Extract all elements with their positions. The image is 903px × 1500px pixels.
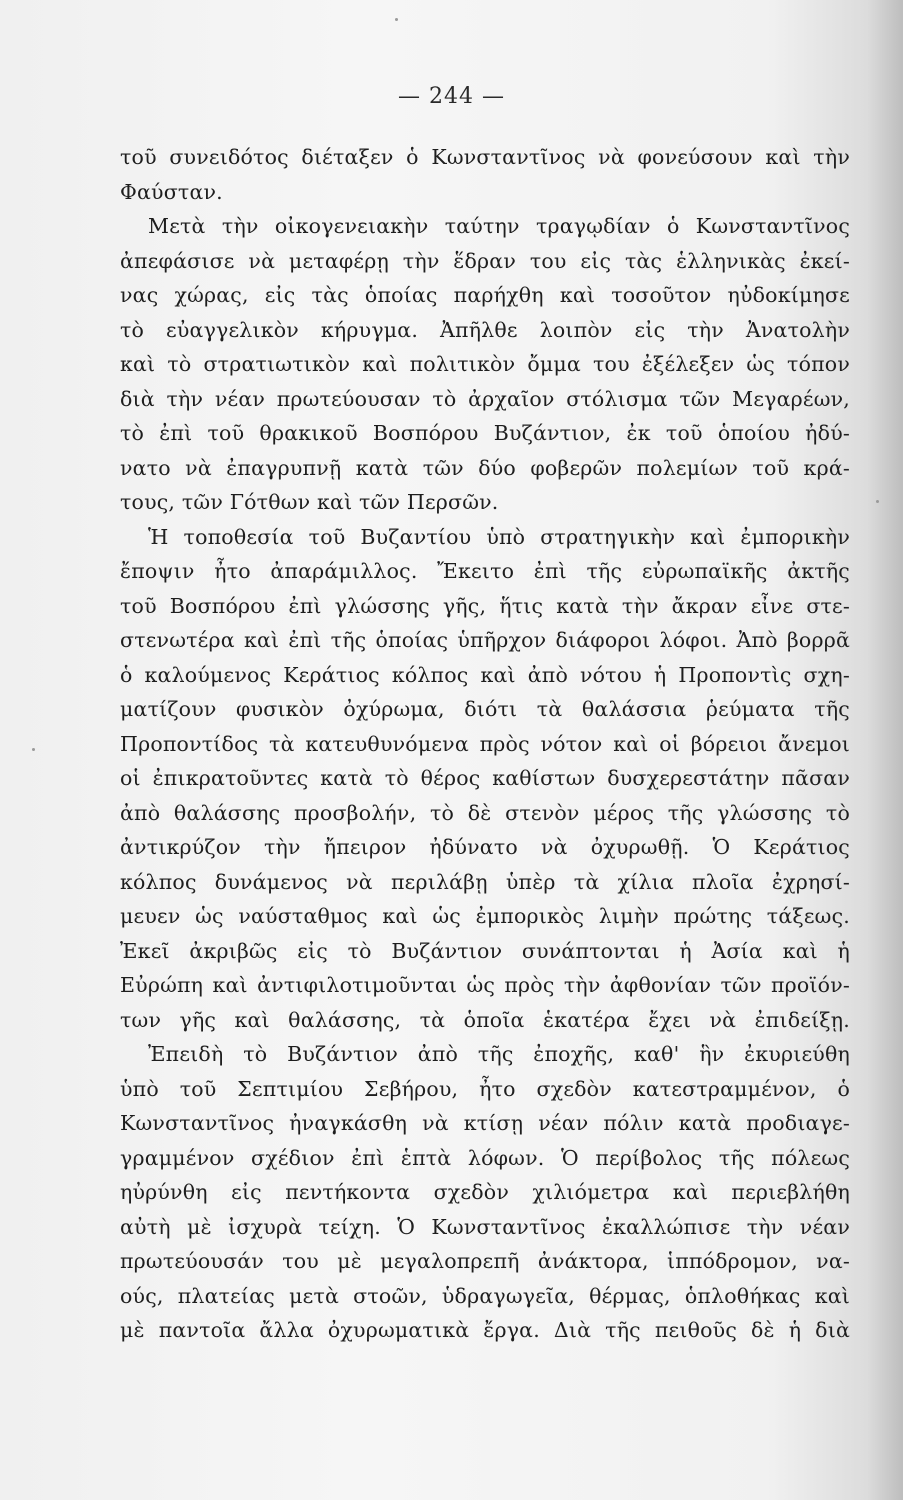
text-line: μευεν ὡς ναύσταθμος καὶ ὡς ἐμπορικὸς λιμὴν πρώτης τάξεως. bbox=[120, 904, 850, 928]
text-line: Ἐπειδὴ τὸ Βυζάντιον ἀπὸ τῆς ἐποχῆς, καθ' ἣν ἐκυριεύθη bbox=[148, 1042, 850, 1066]
text-line: Κωνσταντῖνος ἠναγκάσθη νὰ κτίσῃ νέαν πόλιν κατὰ προδιαγε- bbox=[120, 1111, 850, 1135]
paper-speck bbox=[876, 500, 879, 503]
text-line: αὐτὴ μὲ ἰσχυρὰ τείχη. Ὁ Κωνσταντῖνος ἐκαλλώπισε τὴν νέαν bbox=[120, 1214, 850, 1239]
text-line: τοῦ συνειδότος διέταξεν ὁ Κωνσταντῖνος νὰ φονεύσουν καὶ τὴν bbox=[120, 145, 850, 169]
text-line: ὑπὸ τοῦ Σεπτιμίου Σεβήρου, ἦτο σχεδὸν κατεστραμμένον, ὁ bbox=[120, 1076, 850, 1101]
text-line: Προποντίδος τὰ κατευθυνόμενα πρὸς νότον καὶ οἱ βόρειοι ἄνεμοι bbox=[120, 731, 850, 756]
text-line: ματίζουν φυσικὸν ὀχύρωμα, διότι τὰ θαλάσσια ῥεύματα τῆς bbox=[120, 697, 850, 721]
text-line: Φαύσταν. bbox=[120, 179, 223, 204]
text-line: διὰ τὴν νέαν πρωτεύουσαν τὸ ἀρχαῖον στόλισμα τῶν Μεγαρέων, bbox=[120, 386, 850, 411]
text-line: ηὐρύνθη εἰς πεντήκοντα σχεδὸν χιλιόμετρα καὶ περιεβλήθη bbox=[120, 1180, 850, 1204]
text-line: μὲ παντοῖα ἄλλα ὀχυρωματικὰ ἔργα. Διὰ τῆς πειθοῦς δὲ ἡ διὰ bbox=[120, 1318, 850, 1342]
text-line: στενωτέρα καὶ ἐπὶ τῆς ὁποίας ὑπῆρχον διάφοροι λόφοι. Ἀπὸ βορρᾶ bbox=[120, 628, 850, 652]
text-line: των γῆς καὶ θαλάσσης, τὰ ὁποῖα ἑκατέρα ἔχει νὰ ἐπιδείξῃ. bbox=[120, 1007, 850, 1032]
text-line: καὶ τὸ στρατιωτικὸν καὶ πολιτικὸν ὄμμα του ἐξέλεξεν ὡς τόπον bbox=[120, 352, 850, 376]
text-line: τους, τῶν Γότθων καὶ τῶν Περσῶν. bbox=[120, 490, 499, 514]
text-line: ἀντικρύζον τὴν ἤπειρον ἠδύνατο νὰ ὀχυρωθῇ. Ὁ Κεράτιος bbox=[120, 835, 850, 859]
text-line: Μετὰ τὴν οἰκογενειακὴν ταύτην τραγῳδίαν ὁ Κωνσταντῖνος bbox=[148, 214, 850, 238]
text-line: τὸ εὐαγγελικὸν κήρυγμα. Ἀπῆλθε λοιπὸν εἰς τὴν Ἀνατολὴν bbox=[120, 317, 850, 342]
text-line: οἱ ἐπικρατοῦντες κατὰ τὸ θέρος καθίστων δυσχερεστάτην πᾶσαν bbox=[120, 766, 850, 790]
text-line: τοῦ Βοσπόρου ἐπὶ γλώσσης γῆς, ἥτις κατὰ τὴν ἄκραν εἶνε στε- bbox=[120, 593, 850, 618]
text-line: νατο νὰ ἐπαγρυπνῇ κατὰ τῶν δύο φοβερῶν πολεμίων τοῦ κρά- bbox=[120, 455, 850, 480]
text-line: ἔποψιν ἦτο ἀπαράμιλλος. Ἔκειτο ἐπὶ τῆς εὐρωπαϊκῆς ἀκτῆς bbox=[120, 559, 850, 583]
paper-speck bbox=[395, 18, 398, 21]
text-line: γραμμένον σχέδιον ἐπὶ ἑπτὰ λόφων. Ὁ περίβολος τῆς πόλεως bbox=[120, 1145, 850, 1170]
text-line: πρωτεύουσάν του μὲ μεγαλοπρεπῆ ἀνάκτορα, ἱππόδρομον, να- bbox=[120, 1249, 850, 1273]
text-line: ὁ καλούμενος Κεράτιος κόλπος καὶ ἀπὸ νότου ἡ Προποντὶς σχη- bbox=[120, 662, 850, 687]
text-line: νας χώρας, εἰς τὰς ὁποίας παρήχθη καὶ τοσοῦτον ηὐδοκίμησε bbox=[120, 283, 850, 307]
text-line: ούς, πλατείας μετὰ στοῶν, ὑδραγωγεῖα, θέρμας, ὁπλοθήκας καὶ bbox=[120, 1283, 850, 1308]
text-line: ἀπὸ θαλάσσης προσβολήν, τὸ δὲ στενὸν μέρος τῆς γλώσσης τὸ bbox=[120, 800, 850, 825]
text-line: Εὐρώπη καὶ ἀντιφιλοτιμοῦνται ὡς πρὸς τὴν ἀφθονίαν τῶν προϊόν- bbox=[120, 973, 850, 997]
body-text bbox=[120, 140, 850, 1348]
text-line: κόλπος δυνάμενος νὰ περιλάβῃ ὑπὲρ τὰ χίλια πλοῖα ἐχρησί- bbox=[120, 869, 850, 894]
text-line: ἀπεφάσισε νὰ μεταφέρῃ τὴν ἕδραν του εἰς τὰς ἑλληνικὰς ἐκεί- bbox=[120, 248, 850, 273]
paper-speck bbox=[32, 748, 35, 751]
text-line: Ἡ τοποθεσία τοῦ Βυζαντίου ὑπὸ στρατηγικὴν καὶ ἐμπορικὴν bbox=[148, 524, 850, 549]
text-line: τὸ ἐπὶ τοῦ θρακικοῦ Βοσπόρου Βυζάντιον, ἐκ τοῦ ὁποίου ἠδύ- bbox=[120, 421, 850, 445]
text-line: Ἐκεῖ ἀκριβῶς εἰς τὸ Βυζάντιον συνάπτονται ἡ Ἀσία καὶ ἡ bbox=[120, 938, 850, 963]
page-number: — 244 — bbox=[398, 84, 505, 109]
